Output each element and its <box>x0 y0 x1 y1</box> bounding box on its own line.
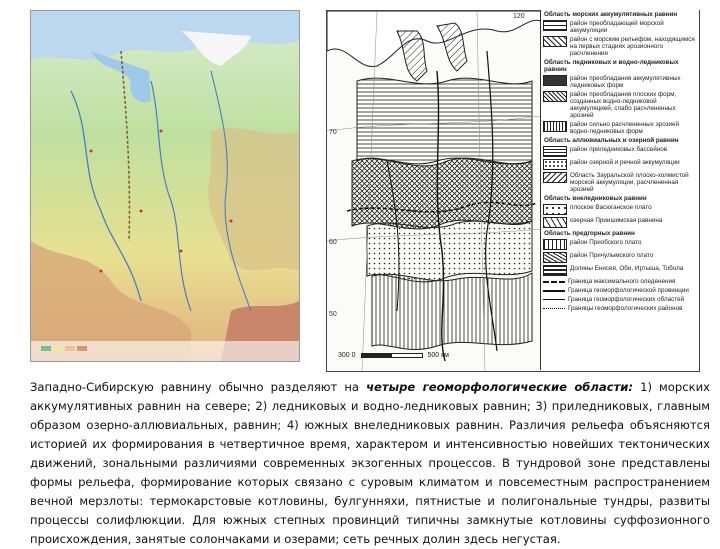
legend-section-title: Область морских аккумулятивных равнин <box>544 11 678 18</box>
legend-swatch <box>543 75 567 86</box>
body-text <box>30 378 710 549</box>
map-scale <box>338 352 449 359</box>
legend-item: район озерной и речной аккумуляции <box>541 158 699 171</box>
legend-swatch <box>543 172 567 183</box>
coord-label: 50 <box>329 311 337 318</box>
physical-map-image <box>31 11 299 361</box>
legend-swatch <box>543 91 567 102</box>
legend-line-swatch <box>543 281 565 283</box>
legend-item: район с морским рельефом, находящимся на первых стадиях эрозионного расчленения <box>541 35 699 58</box>
legend-swatch <box>543 217 567 228</box>
legend-line-item: Граница максимального оледенения <box>541 277 699 286</box>
legend-swatch <box>543 204 567 215</box>
legend-line-item: Граница геоморфологической провинции <box>541 286 699 295</box>
text-body: 1) морских аккумулятивных равнин на севере; 2) ледниковых и водно-ледниковых равнин; 3) приледниковых, главным образом озерно-аллювиальных, равнин; 4) южных внеледниковых равнин. Различия рельефа объясняются историей их формирования в четвертичное время, характером и интенсивностью новейших тектонических движений, зональными различиями современных экзогенных процессов. В тундровой зоне представлены формы рельефа, формирование которых связано с суровым климатом и повсеместным распространением вечной мерзлоты: термокарстовые котловины, булгунняхи, пятнистые и полигональные тундры, развиты процессы солифлюкции. Для южных степных провинций типичны замкнутые котловины суффозионного происхождения, занятые солончаками и озерами; сеть речных долин здесь негустая. <box>30 380 710 546</box>
legend-swatch <box>543 36 567 47</box>
legend-item: район преобладания плоских форм, созданных водно-ледниковой аккумуляцией, слабо расчлененных эрозией <box>541 90 699 120</box>
legend-swatch <box>543 146 567 157</box>
coord-label: 120 <box>513 13 525 20</box>
legend-swatch <box>543 239 567 250</box>
legend-item: Область Зауральской плоско-холмистой морской аккумуляции, расчлененная эрозией <box>541 171 699 194</box>
legend-item: Долины Енисея, Оби, Иртыша, Тобола <box>541 264 699 277</box>
geomorph-map-image <box>327 11 541 371</box>
legend-item: озерная Приишимская равнина <box>541 216 699 229</box>
legend-item: район Приобского плато <box>541 238 699 251</box>
legend-line-item: Границы геоморфологических районов <box>541 304 699 313</box>
legend-line-swatch <box>543 299 565 300</box>
map-legend <box>540 10 699 370</box>
legend-swatch <box>543 20 567 31</box>
legend-line-item: Граница геоморфологических областей <box>541 295 699 304</box>
legend-section-title: Область внеледниковых равнин <box>544 195 647 202</box>
legend-item: район преобладания аккумулятивных ледниковых форм <box>541 74 699 90</box>
scale-right: 500 км <box>427 352 449 359</box>
coord-label: 60 <box>329 239 337 246</box>
legend-item: район Причулымского плато <box>541 251 699 264</box>
text-bold: четыре геоморфологические области: <box>366 380 634 394</box>
legend-section-title: Область предгорных равнин <box>544 230 635 237</box>
physical-map <box>30 10 300 362</box>
legend-line-swatch <box>543 290 565 292</box>
text-intro: Западно-Сибирскую равнину обычно разделяют на <box>30 380 360 394</box>
legend-swatch <box>543 252 567 263</box>
scale-bar <box>361 353 423 358</box>
legend-item: район приледниковых бассейнов <box>541 145 699 158</box>
legend-item: плоское Васюганское плато <box>541 203 699 216</box>
legend-swatch <box>543 265 567 276</box>
scale-zero: 0 <box>351 352 356 359</box>
legend-line-swatch <box>543 308 565 309</box>
legend-item: район преобладающей морской аккумуляции <box>541 19 699 35</box>
coord-label: 70 <box>329 129 337 136</box>
scale-left: 300 <box>338 352 350 359</box>
legend-section-title: Область аллювиальных и озерной равнин <box>544 137 679 144</box>
legend-section-title: Область ледниковых и водно-ледниковых равнин <box>544 59 679 73</box>
legend-swatch <box>543 121 567 132</box>
legend-swatch <box>543 159 567 170</box>
legend-item: район сильно расчлененных эрозией водно-ледниковых форм <box>541 120 699 136</box>
